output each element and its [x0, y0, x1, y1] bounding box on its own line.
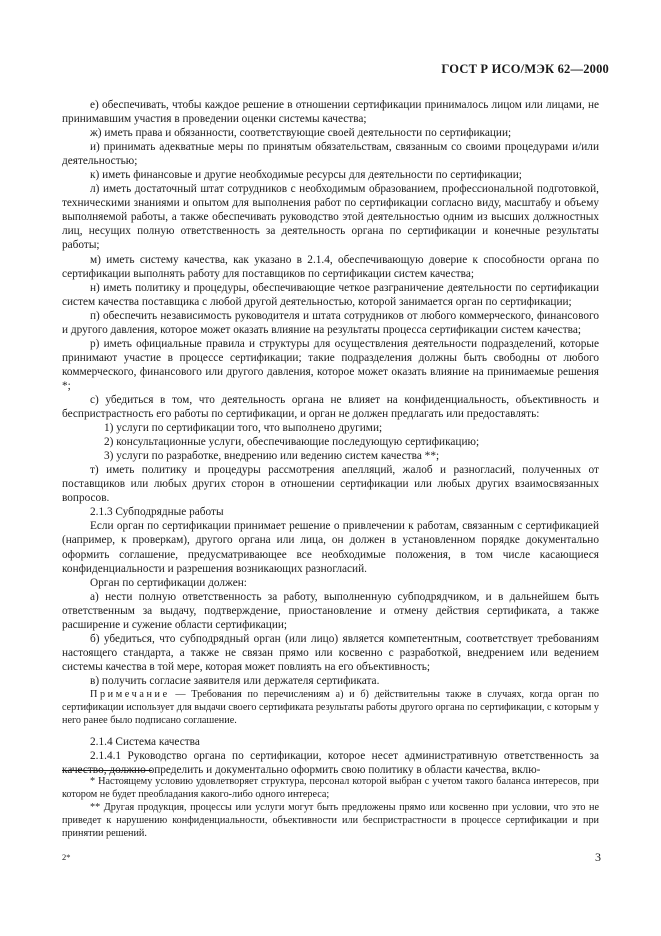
list-item-b: б) убедиться, что субподрядный орган (или лицо) является компетентным, соответствует требованиям настоящего стандарта, а также не связан прямо или косвенно с разработкой, внедрением или ведением системы качества в той мере, которая может повлиять на его объективность; [62, 632, 599, 673]
list-item-m: м) иметь систему качества, как указано в 2.1.4, обеспечивающую доверие к способности органа по сертификации выполнять работу для поставщиков по сертификации систем качества; [62, 253, 599, 280]
list-item-l: л) иметь достаточный штат сотрудников с необходимым образованием, профессиональной подготовкой, техническими знаниями и опытом для выполнения работ по сертификации согласно виду, масштабу и объему выполняемой работы, а также обеспечивать руководство этой деятельностью одним из высших должностных лиц, несущих полную ответственность за деятельность органа по сертификации и конечные результаты работы; [62, 183, 599, 252]
footnotes [62, 776, 599, 841]
list-item-i: и) принимать адекватные меры по принятым обязательствам, связанным со своими процедурами и/или деятельностью; [62, 141, 599, 168]
list-item-zh: ж) иметь права и обязанности, соответствующие своей деятельности по сертификации; [90, 127, 512, 140]
footnote-1: * Настоящему условию удовлетворяет структура, персонал которой выбран с учетом такого баланса интересов, при котором не будет преобладания какого-либо одного интереса; [62, 776, 599, 800]
paragraph-2-1-4-1: 2.1.4.1 Руководство органа по сертификации, которое несет административную ответственность за качество, должно определить и документально оформить свою политику в области качества, вклю- [62, 749, 599, 776]
note-label: Примечание [90, 688, 170, 700]
sub-item-1: 1) услуги по сертификации того, что выполнено другими; [104, 422, 383, 435]
list-item-p: п) обеспечить независимость руководителя и штата сотрудников от любого коммерческого, финансового и другого давления, которое может оказать влияние на результаты процесса сертификации систем качества; [62, 309, 599, 336]
footnote-separator [62, 770, 152, 771]
section-heading-2-1-3: 2.1.3 Субподрядные работы [90, 506, 224, 519]
list-item-s: с) убедиться в том, что деятельность органа не влияет на конфиденциальность, объективность и беспристрастность его работы по сертификации, и орган не должен предлагать или предоставлять: [62, 393, 599, 421]
note-text: — Требования по перечислениям а) и б) действительны также в случаях, когда орган по сертификации использует для выдачи своего сертификата результаты работы другого органа по сертификации, с которым у него ранее было подписано соглашение. [62, 688, 599, 727]
list-item-t: т) иметь политику и процедуры рассмотрения апелляций, жалоб и разногласий, полученных от поставщиков или любых других сторон в отношении сертификации или любых других взаимосвязанных вопросов. [62, 464, 599, 505]
sheet-mark: 2* [62, 852, 71, 862]
list-item-v: в) получить согласие заявителя или держателя сертификата. [90, 674, 380, 687]
document-code: ГОСТ Р ИСО/МЭК 62—2000 [441, 62, 609, 76]
main-text [62, 98, 599, 777]
list-item-r: р) иметь официальные правила и структуры для осуществления деятельности подразделений, которые принимают участие в процессе сертификации; такие подразделения должны быть свободны от любого коммерческого, финансового или другого давления, которое может оказать влияние на принимаемые решения *; [62, 337, 599, 392]
note [62, 688, 599, 728]
list-item-a: а) нести полную ответственность за работу, выполненную субподрядчиком, и в дальнейшем быть ответственным за выдачу, подтверждение, приостановление и отмену действия сертификата, а также расширение и сужение области сертификации; [62, 590, 599, 631]
page-number: 3 [595, 850, 601, 864]
footnote-2: ** Другая продукция, процессы или услуги могут быть предложены прямо или косвенно при условии, что это не приведет к нарушению конфиденциальности, объективности или беспристрастности в процессе сертификации и при принятии решений. [62, 801, 599, 839]
section-heading-2-1-4: 2.1.4 Система качества [90, 735, 200, 748]
list-item-k: к) иметь финансовые и другие необходимые ресурсы для деятельности по сертификации; [90, 169, 522, 182]
list-item-e: е) обеспечивать, чтобы каждое решение в отношении сертификации принималось лицом или лицами, не принимавшим участия в проведении оценки системы качества; [62, 99, 599, 126]
sub-item-2: 2) консультационные услуги, обеспечивающие последующую сертификацию; [104, 436, 480, 449]
paragraph-obligations: Орган по сертификации должен: [90, 576, 247, 589]
paragraph-2-1-3: Если орган по сертификации принимает решение о привлечении к работам, связанным с сертификацией (например, к проверкам), другого органа или лица, он должен в установленном порядке документально оформить соглашение, предусматривающее все необходимые положения, в том числе касающиеся конфиденциальности и разрешения возникающих разногласий. [62, 520, 599, 575]
sub-item-3: 3) услуги по разработке, внедрению или ведению систем качества **; [104, 450, 440, 463]
list-item-n: н) иметь политику и процедуры, обеспечивающие четкое разграничение деятельности по сертификации систем качества поставщика с любой другой деятельностью, которой занимается орган по сертификации; [62, 281, 599, 308]
